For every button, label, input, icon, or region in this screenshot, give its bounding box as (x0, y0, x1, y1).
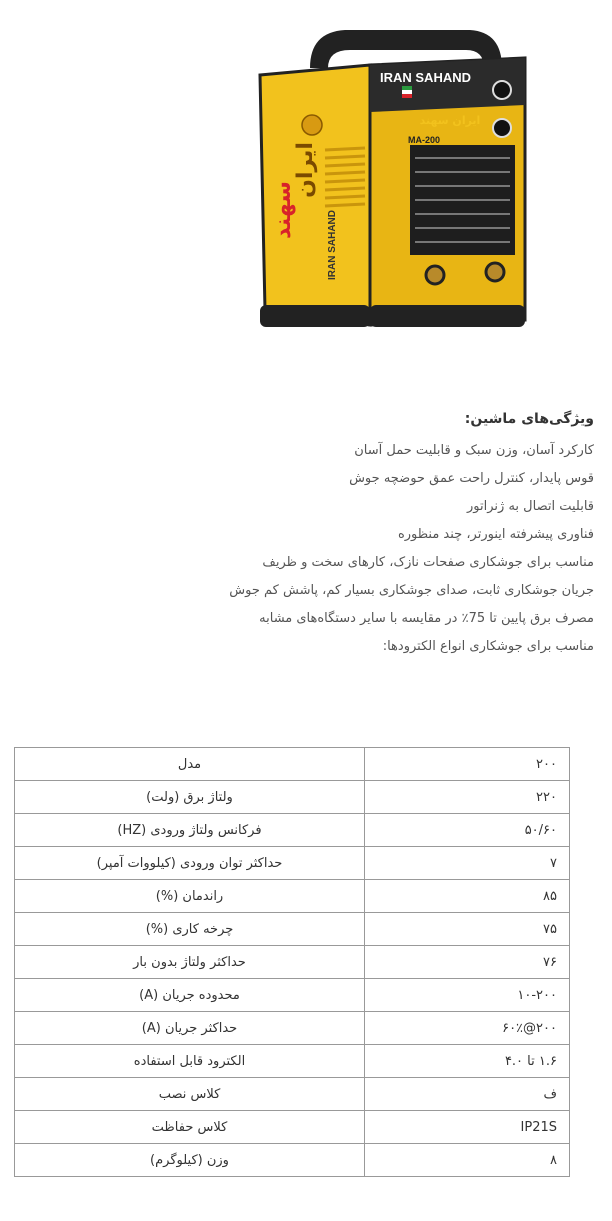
feature-item: جریان جوشکاری ثابت، صدای جوشکاری بسیار کم، پاشش کم جوش (229, 583, 594, 598)
spec-name: راندمان (%) (15, 880, 365, 913)
table-row (15, 748, 570, 781)
table-row (15, 880, 570, 913)
spec-name: کلاس نصب (15, 1078, 365, 1111)
spec-name: محدوده جریان (A) (15, 979, 365, 1012)
table-row (15, 979, 570, 1012)
spec-value: ۷ (365, 847, 570, 880)
spec-name: وزن (کیلوگرم) (15, 1144, 365, 1177)
spec-value: IP21S (365, 1111, 570, 1144)
table-row (15, 1012, 570, 1045)
knob-icon (493, 81, 511, 99)
feature-item: قابلیت اتصال به ژنراتور (467, 499, 594, 514)
welding-machine-image (240, 20, 540, 340)
spec-value: ۸۵ (365, 880, 570, 913)
features-section (34, 410, 594, 666)
knob-icon (493, 119, 511, 137)
terminal-right (486, 263, 504, 281)
spec-name: فرکانس ولتاژ ورودی (HZ) (15, 814, 365, 847)
spec-value: ۲۰۰ (365, 748, 570, 781)
features-list (34, 442, 594, 666)
spec-value: ۱۰-۲۰۰ (365, 979, 570, 1012)
spec-name: مدل (15, 748, 365, 781)
spec-name: چرخه کاری (%) (15, 913, 365, 946)
table-row (15, 1045, 570, 1078)
table-row (15, 1111, 570, 1144)
table-row (15, 913, 570, 946)
spec-value: ۱.۶ تا ۴.۰ (365, 1045, 570, 1078)
table-row (15, 1144, 570, 1177)
brand-logo (302, 115, 322, 135)
features-title: ویژگی‌های ماشین: (464, 411, 594, 427)
table-row (15, 946, 570, 979)
spec-value: ۲۰۰@۶۰٪ (365, 1012, 570, 1045)
table-row (15, 1078, 570, 1111)
brand-en-side: IRAN SAHAND (327, 210, 338, 280)
model-badge: MA-200 (408, 135, 441, 145)
spec-name: ولتاژ برق (ولت) (15, 781, 365, 814)
spec-name: حداکثر ولتاژ بدون بار (15, 946, 365, 979)
spec-name: حداکثر توان ورودی (کیلووات آمپر) (15, 847, 365, 880)
terminal-left (426, 266, 444, 284)
spec-value: ۷۵ (365, 913, 570, 946)
feature-item: فناوری پیشرفته اینورتر، چند منظوره (397, 527, 594, 542)
base-right (370, 305, 525, 327)
brand-fa-panel: ایران سهند (419, 114, 481, 127)
spec-name: حداکثر جریان (A) (15, 1012, 365, 1045)
feature-item: مصرف برق پایین تا 75٪ در مقایسه با سایر دستگاه‌های مشابه (259, 611, 594, 626)
spec-table (14, 747, 570, 1177)
brand-en-panel: IRAN SAHAND (380, 70, 471, 85)
spec-value: ۸ (365, 1144, 570, 1177)
brand-fa-1: ایران (293, 142, 318, 198)
table-row (15, 814, 570, 847)
feature-item: مناسب برای جوشکاری انواع الکترودها: (382, 639, 594, 654)
table-row (15, 781, 570, 814)
feature-item: قوس پایدار، کنترل راحت عمق حوضچه جوش (349, 471, 594, 486)
spec-value: ۲۲۰ (365, 781, 570, 814)
spec-value: ف (365, 1078, 570, 1111)
spec-value: ۷۶ (365, 946, 570, 979)
feature-item: مناسب برای جوشکاری صفحات نازک، کارهای سخت و ظریف (262, 555, 594, 570)
base-left (260, 305, 370, 327)
flag-icon (402, 86, 412, 90)
spec-name: کلاس حفاظت (15, 1111, 365, 1144)
spec-name: الکترود قابل استفاده (15, 1045, 365, 1078)
table-row (15, 847, 570, 880)
spec-value: ۵۰/۶۰ (365, 814, 570, 847)
brand-fa-2: سهند (271, 181, 296, 239)
feature-item: کارکرد آسان، وزن سبک و قابلیت حمل آسان (354, 443, 594, 458)
